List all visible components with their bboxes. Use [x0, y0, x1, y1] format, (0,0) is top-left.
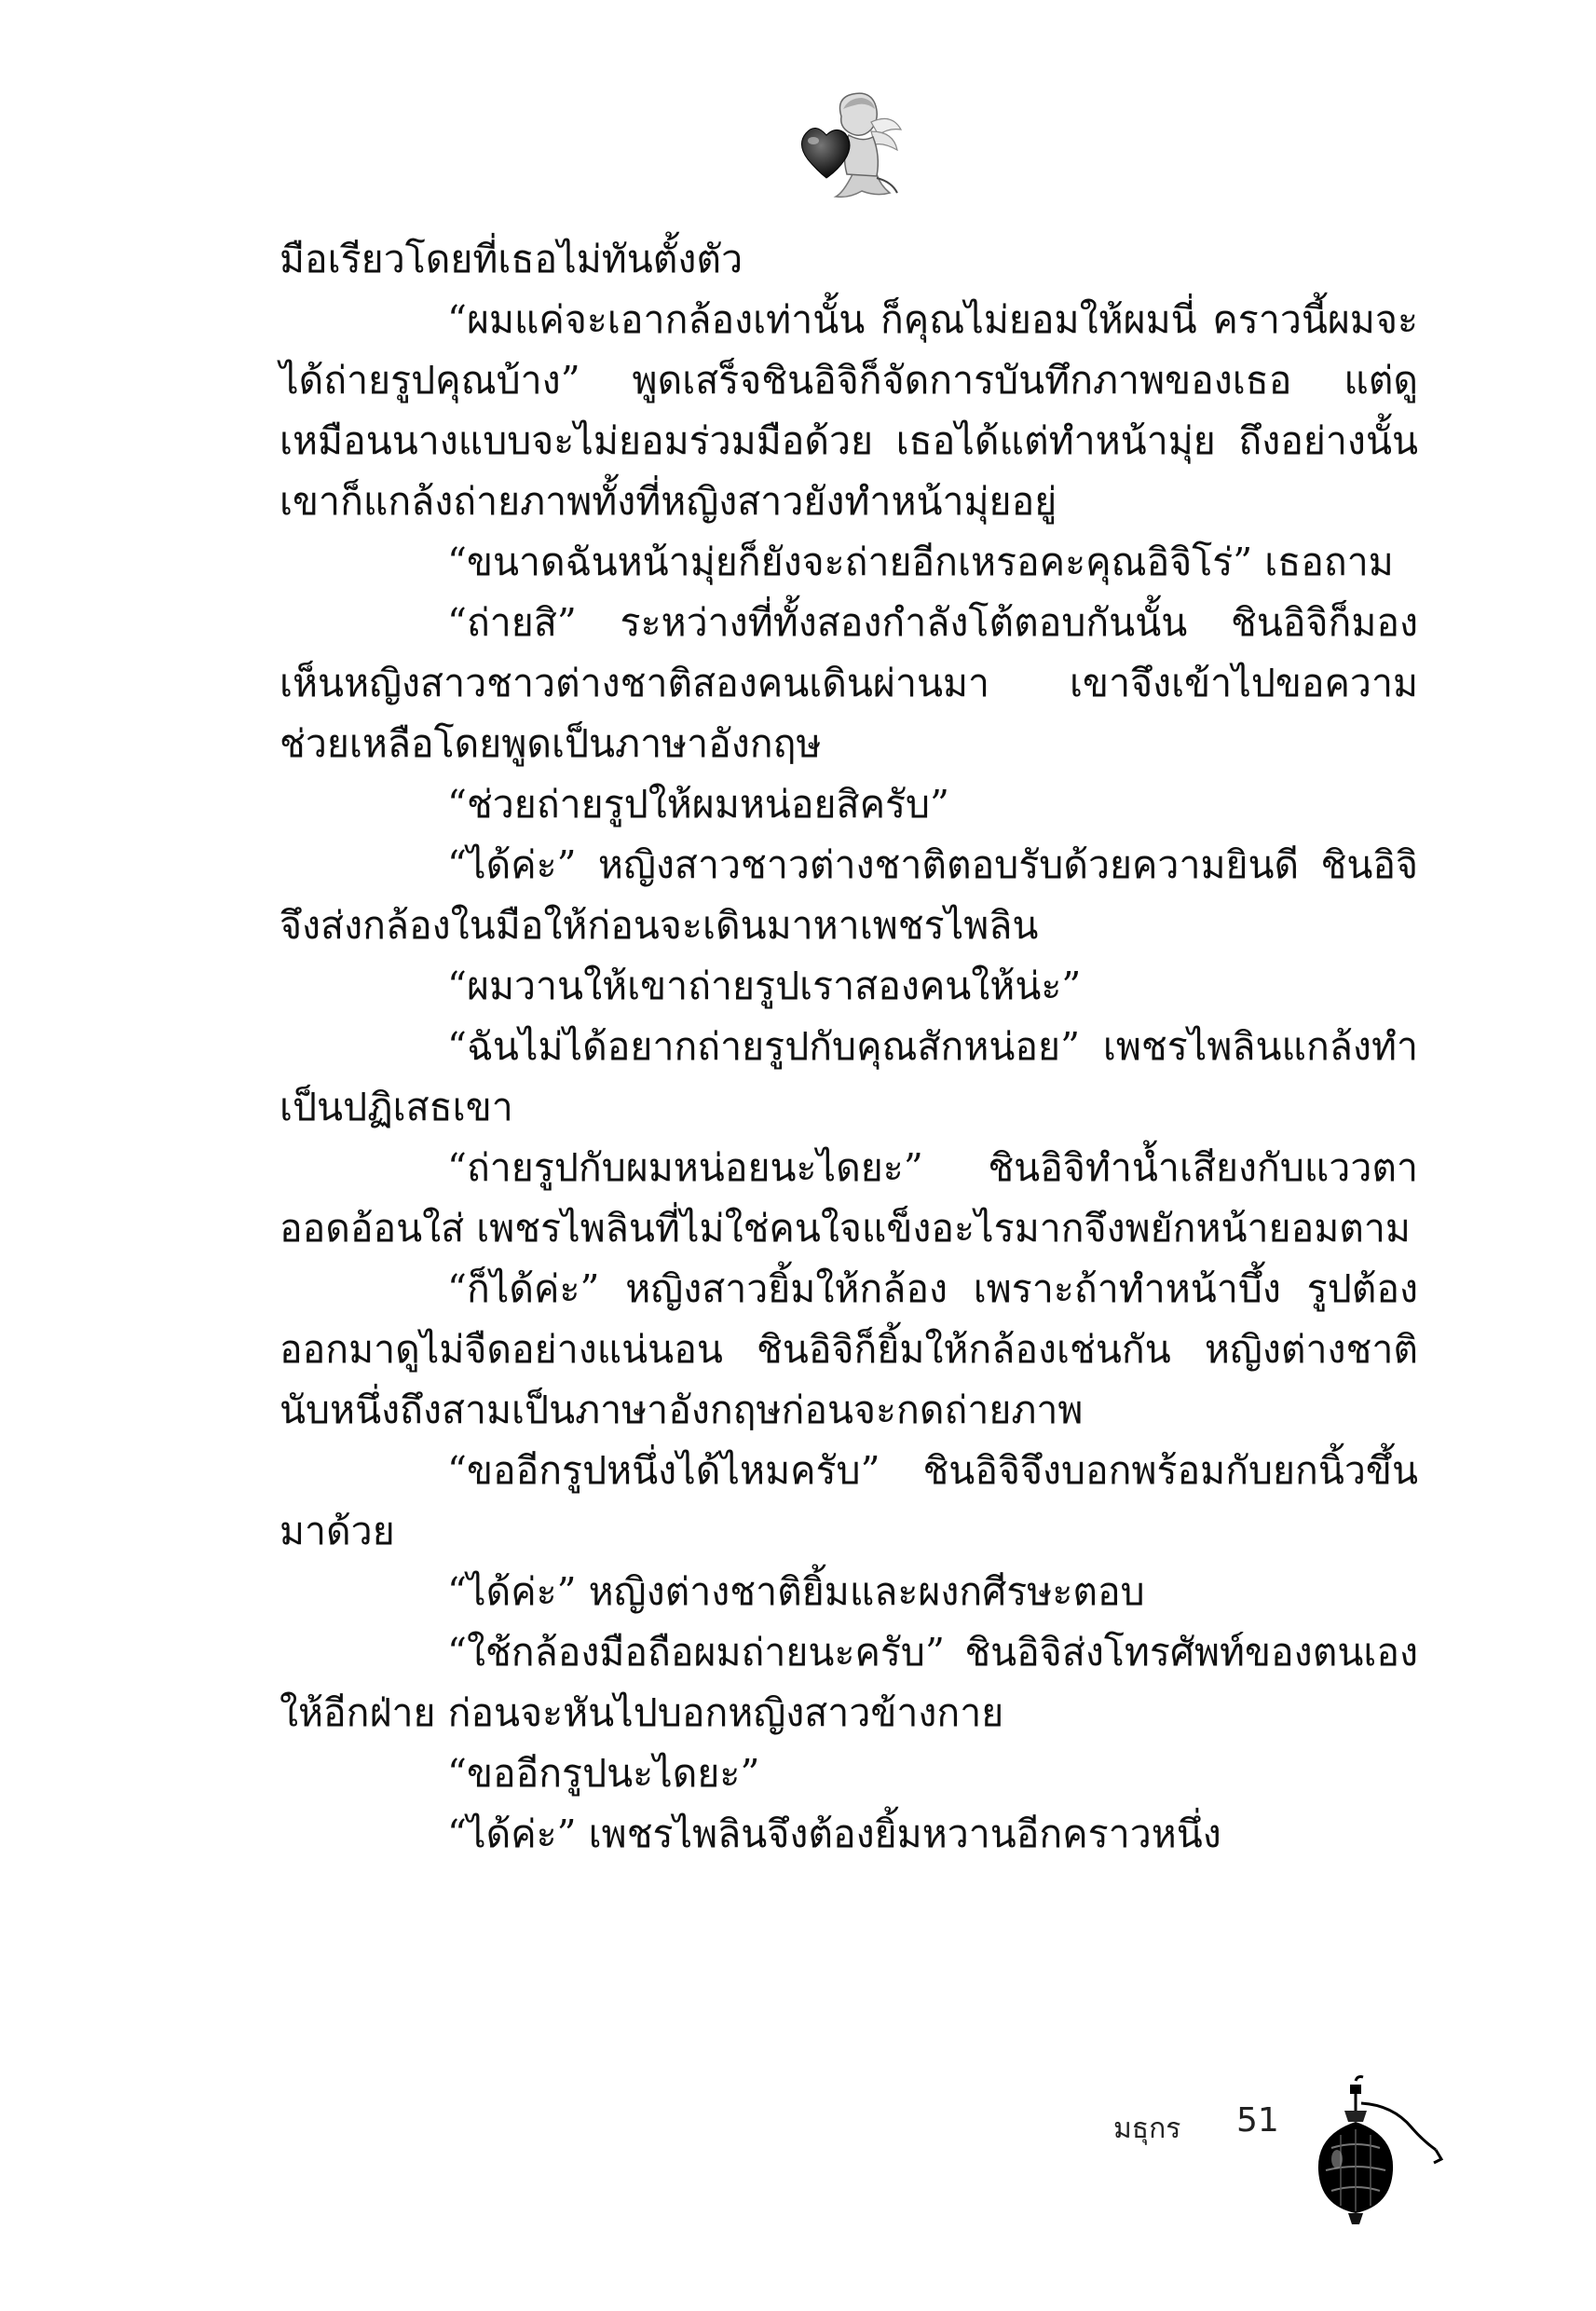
page-number: 51: [1236, 2101, 1279, 2140]
cupid-heart-icon: [787, 89, 908, 205]
paragraph-10: “ก็ได้ค่ะ” หญิงสาวยิ้มให้กล้อง เพราะถ้าทำหน้าบึ้ง รูปต้องออกมาดูไม่จืดอย่างแน่นอน ชินอิจิก็ยิ้มให้กล้องเช่นกัน หญิงต่างชาตินับหนึ่งถึงสามเป็นภาษาอังกฤษก่อนจะกดถ่ายภาพ: [280, 1266, 1418, 1432]
book-title-label: มธุกร: [1113, 2113, 1181, 2145]
body-text: [280, 229, 1418, 1865]
page-footer: [1113, 2073, 1561, 2260]
paragraph-8: “ฉันไม่ได้อยากถ่ายรูปกับคุณสักหน่อย” เพชรไพลินแกล้งทำเป็นปฏิเสธเขา: [280, 1024, 1418, 1129]
paragraph-1: มือเรียวโดยที่เธอไม่ทันตั้งตัว: [280, 237, 743, 281]
paragraph-6: “ได้ค่ะ” หญิงสาวชาวต่างชาติตอบรับด้วยความยินดี ชินอิจิจึงส่งกล้องในมือให้ก่อนจะเดินมาหาเพชรไพลิน: [280, 842, 1418, 948]
paragraph-3: “ขนาดฉันหน้ามุ่ยก็ยังจะถ่ายอีกเหรอคะคุณอิจิโร่” เธอถาม: [447, 540, 1394, 584]
paragraph-4: “ถ่ายสิ” ระหว่างที่ทั้งสองกำลังโต้ตอบกันนั้น ชินอิจิก็มองเห็นหญิงสาวชาวต่างชาติสองคนเดินผ่านมา เขาจึงเข้าไปขอความช่วยเหลือโดยพูดเป็นภาษาอังกฤษ: [280, 600, 1418, 766]
paragraph-13: “ใช้กล้องมือถือผมถ่ายนะครับ” ชินอิจิส่งโทรศัพท์ของตนเองให้อีกฝ่าย ก่อนจะหันไปบอกหญิงสาวข้างกาย: [280, 1630, 1418, 1735]
paragraph-11: “ขออีกรูปหนึ่งได้ไหมครับ” ชินอิจิจึงบอกพร้อมกับยกนิ้วขึ้นมาด้วย: [280, 1448, 1418, 1553]
hanging-lamp-icon: [1300, 2073, 1449, 2236]
paragraph-15: “ได้ค่ะ” เพชรไพลินจึงต้องยิ้มหวานอีกคราวหนึ่ง: [447, 1812, 1221, 1856]
paragraph-9: “ถ่ายรูปกับผมหน่อยนะไดยะ” ชินอิจิทำน้ำเสียงกับแววตาออดอ้อนใส่ เพชรไพลินที่ไม่ใช่คนใจแข็งอะไรมากจึงพยักหน้ายอมตาม: [280, 1145, 1418, 1251]
paragraph-2: “ผมแค่จะเอากล้องเท่านั้น ก็คุณไม่ยอมให้ผมนี่ คราวนี้ผมจะได้ถ่ายรูปคุณบ้าง” พูดเสร็จชินอิจิก็จัดการบันทึกภาพของเธอ แต่ดูเหมือนนางแบบจะไม่ยอมร่วมมือด้วย เธอได้แต่ทำหน้ามุ่ย ถึงอย่างนั้นเขาก็แกล้งถ่ายภาพทั้งที่หญิงสาวยังทำหน้ามุ่ยอยู่: [280, 297, 1418, 524]
paragraph-7: “ผมวานให้เขาถ่ายรูปเราสองคนให้น่ะ”: [447, 964, 1082, 1008]
paragraph-5: “ช่วยถ่ายรูปให้ผมหน่อยสิครับ”: [447, 782, 950, 827]
paragraph-14: “ขออีกรูปนะไดยะ”: [447, 1751, 760, 1796]
paragraph-12: “ได้ค่ะ” หญิงต่างชาติยิ้มและผงกศีรษะตอบ: [447, 1569, 1145, 1614]
